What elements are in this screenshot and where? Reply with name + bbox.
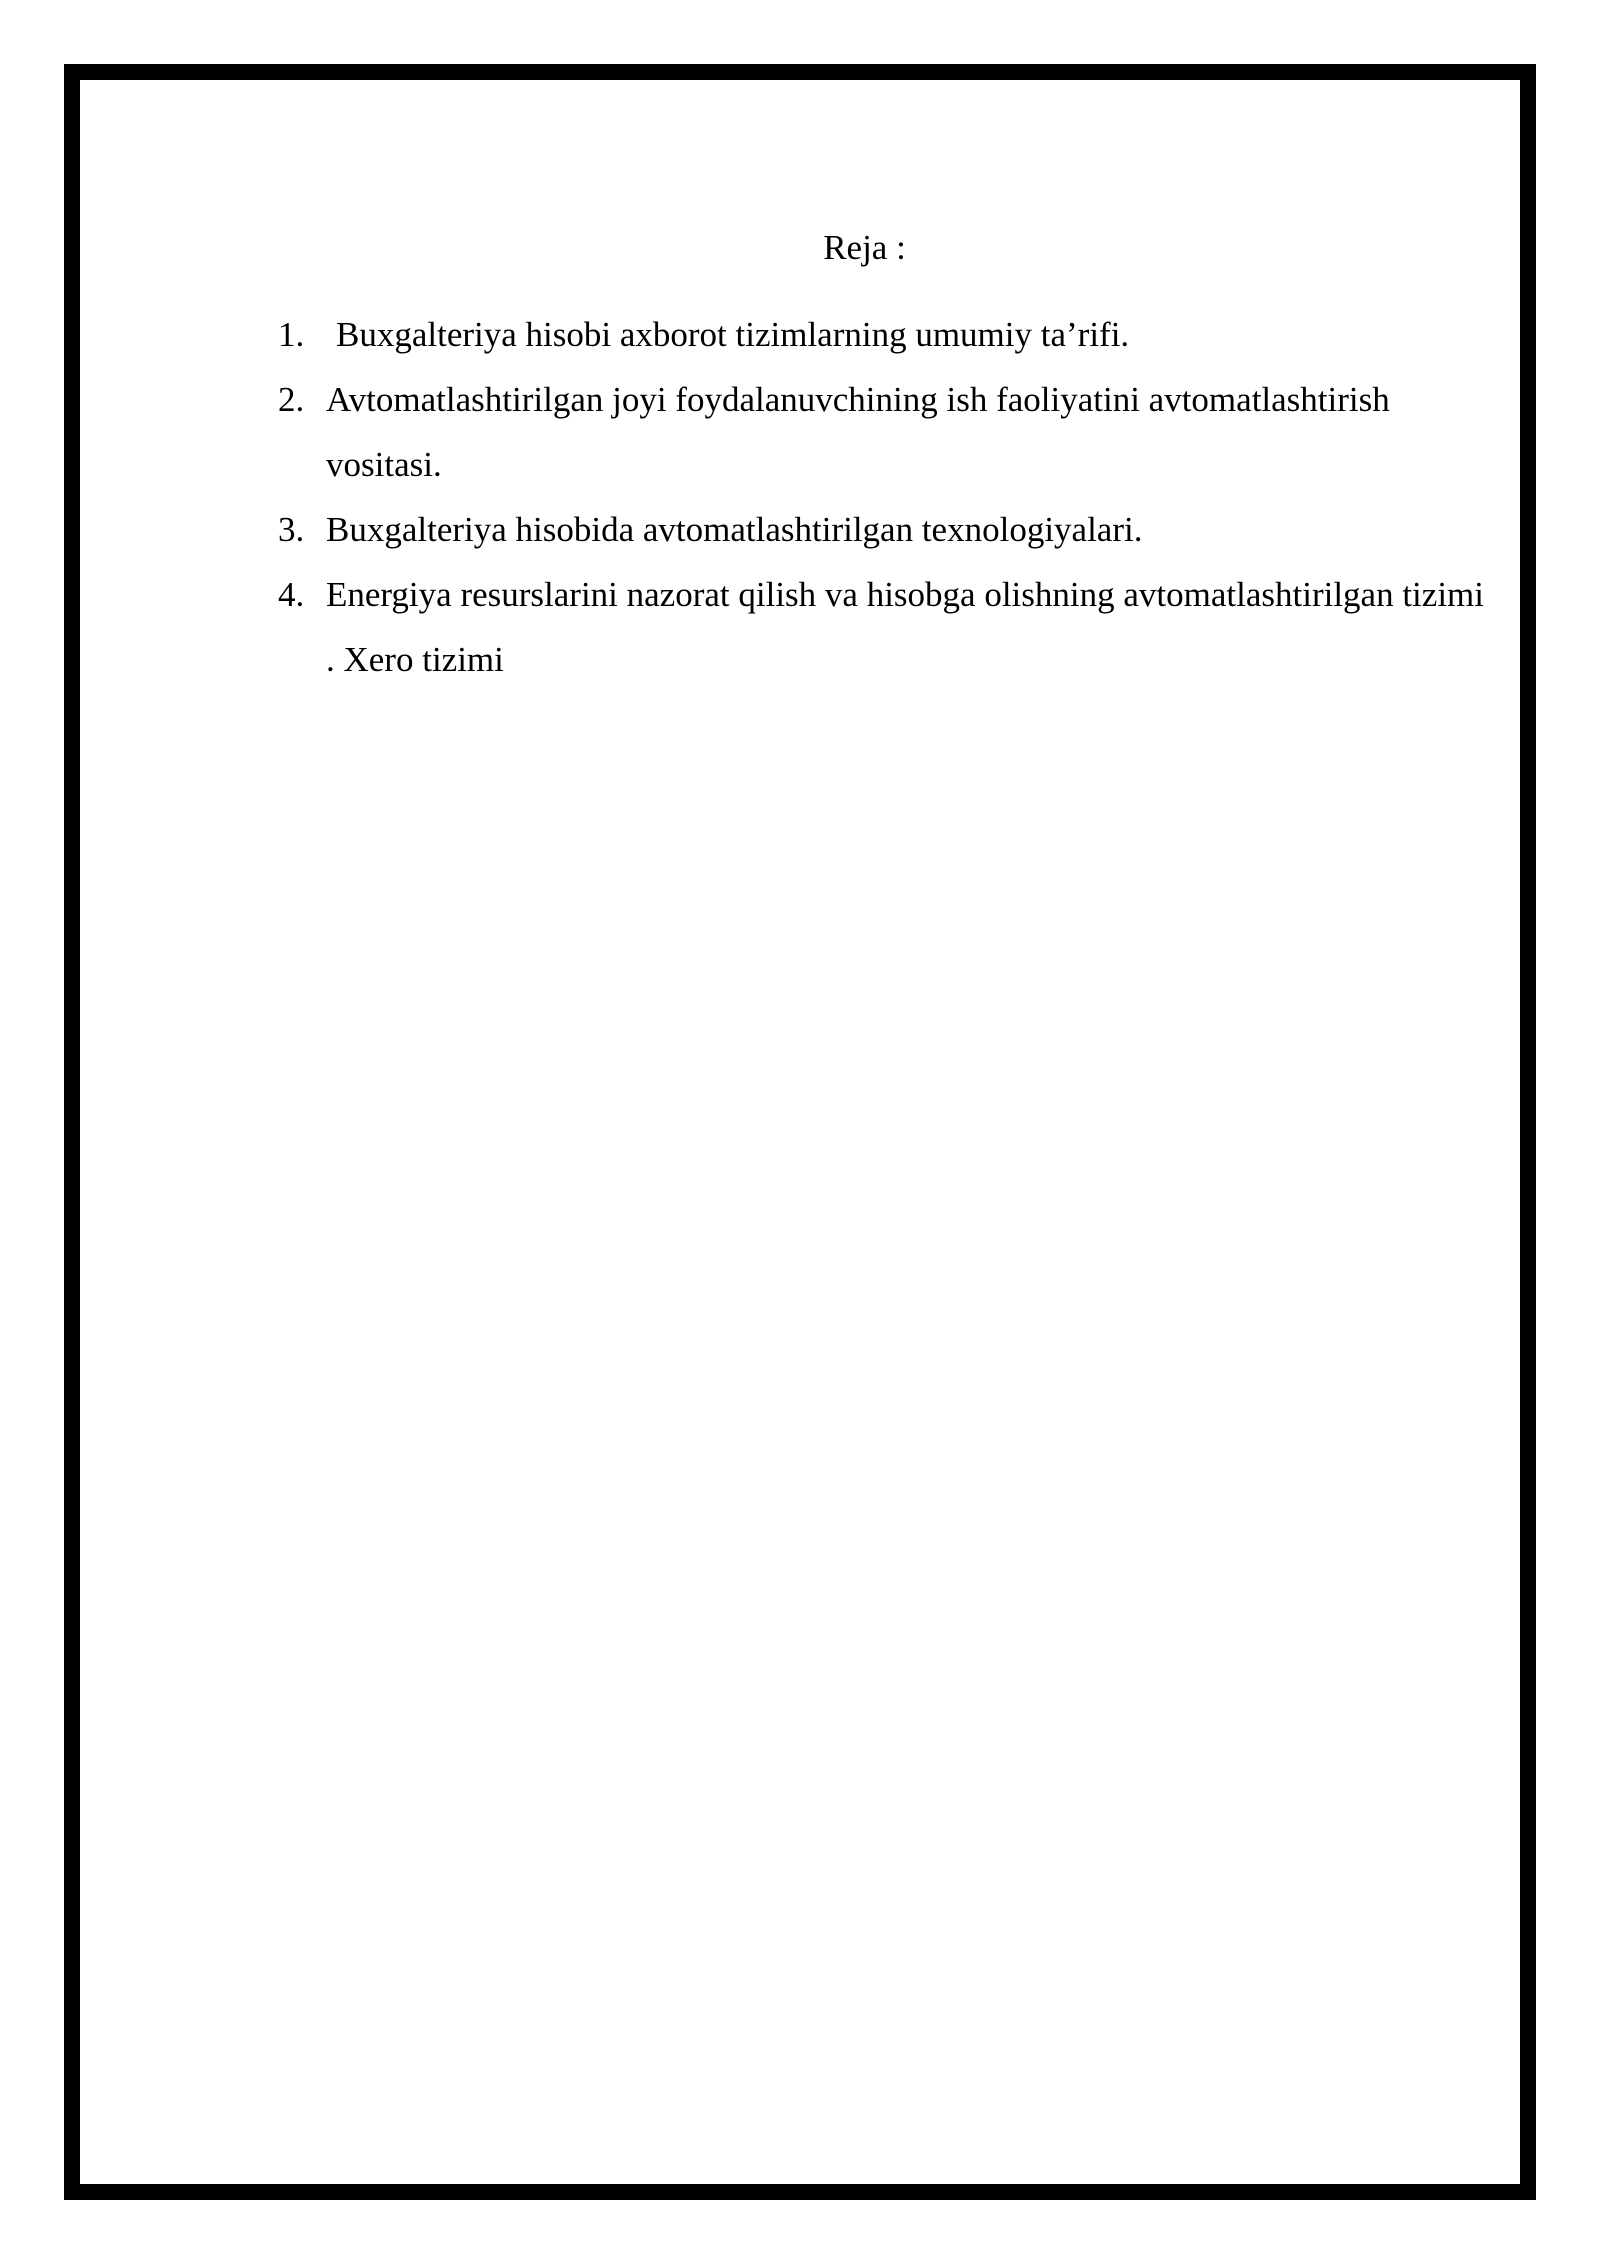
list-item — [272, 302, 1492, 367]
list-item-text: Avtomatlashtirilgan joyi foydalanuvchining ish faoliyatini avtomatlashtirish vositasi. — [326, 380, 1390, 484]
list-item-text: Buxgalteriya hisobida avtomatlashtirilgan texnologiyalari. — [326, 510, 1143, 549]
plan-list — [272, 302, 1492, 692]
list-item-text: Buxgalteriya hisobi axborot tizimlarning umumiy ta’rifi. — [336, 315, 1130, 354]
list-item — [272, 562, 1492, 692]
list-item-text: Energiya resurslarini nazorat qilish va hisobga olishning avtomatlashtirilgan tizimi . Xero tizimi — [326, 575, 1484, 679]
list-item-number: 2. — [278, 380, 305, 419]
list-item — [272, 497, 1492, 562]
list-item-number: 3. — [278, 510, 305, 549]
list-item-number: 1. — [278, 315, 305, 354]
list-item-number: 4. — [278, 575, 305, 614]
page-title: Reja : — [823, 228, 906, 267]
list-item — [272, 367, 1492, 497]
